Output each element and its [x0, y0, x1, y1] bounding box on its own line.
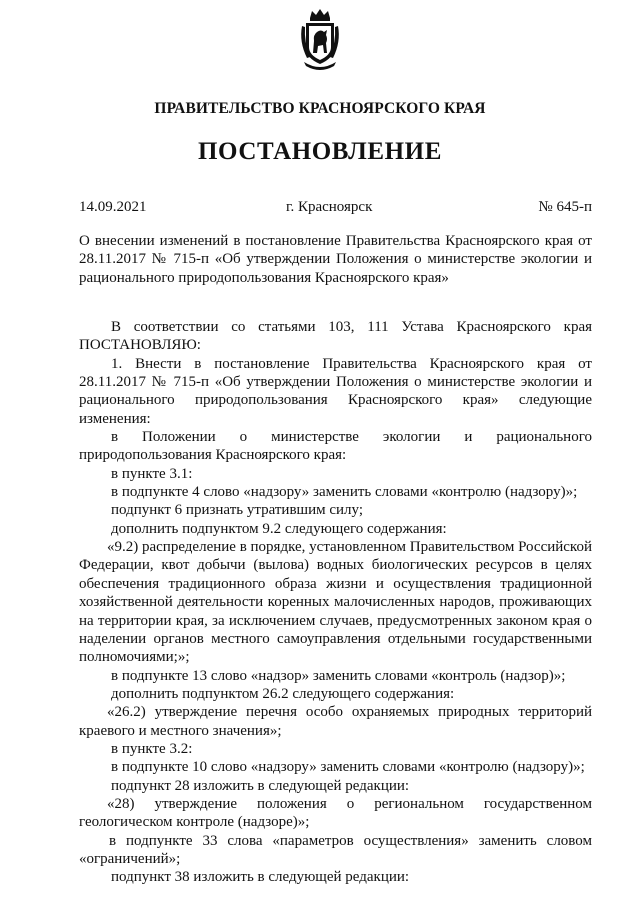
paragraph-3: в пункте 3.1:: [111, 465, 193, 482]
paragraph-12: в подпункте 10 слово «надзору» заменить словами «контролю (надзору)»;: [111, 759, 585, 776]
krasnoyarsk-coat-of-arms-icon: [298, 8, 342, 72]
paragraph-14: «28) утверждение положения о региональном государственном геологическом контроле (надзоре)»;: [79, 795, 592, 831]
paragraph-15: в подпункте 33 слова «параметров осуществления» заменить словом «ограничений»;: [79, 832, 592, 867]
paragraph-13: подпункт 28 изложить в следующей редакции:: [111, 777, 410, 794]
government-name: ПРАВИТЕЛЬСТВО КРАСНОЯРСКОГО КРАЯ: [154, 100, 486, 117]
paragraph-16: подпункт 38 изложить в следующей редакции:: [111, 869, 410, 886]
paragraph-11: в пункте 3.2:: [111, 740, 193, 757]
document-type: ПОСТАНОВЛЕНИЕ: [197, 138, 443, 165]
paragraph-8: в подпункте 13 слово «надзор» заменить словами «контроль (надзор)»;: [111, 667, 566, 684]
document-body: [79, 318, 592, 887]
document-subject: О внесении изменений в постановление Правительства Красноярского края от 28.11.2017 № 715-п «Об утверждении Положения о министерстве экологии и рационального природопользования Красноярского края»: [79, 233, 592, 286]
paragraph-7: «9.2) распределение в порядке, установленном Правительством Российской Федерации, квот добычи (вылова) водных биологических ресурсов в целях обеспечения традиционного образа жизни и осуществления традиционной хозяйственной деятельности коренных малочисленных народов, проживающих на территории края, за исключением случаев, предусмотренных законом края о наделении органов местного самоуправления отдельными государственными полномочиями;»;: [79, 539, 592, 666]
document-city: г. Красноярск: [286, 199, 373, 215]
paragraph-1: 1. Внести в постановление Правительства Красноярского края от 28.11.2017 № 715-п «Об утверждении Положения о министерстве экологии и рационального природопользования Красноярского края» следующие изменения:: [79, 355, 592, 427]
paragraph-10: «26.2) утверждение перечня особо охраняемых природных территорий краевого и местного значения»;: [79, 704, 592, 739]
paragraph-6: дополнить подпунктом 9.2 следующего содержания:: [111, 520, 447, 537]
paragraph-2: в Положении о министерстве экологии и рационального природопользования Красноярского края:: [79, 429, 592, 464]
preamble: В соответствии со статьями 103, 111 Устава Красноярского края ПОСТАНОВЛЯЮ:: [79, 319, 592, 354]
paragraph-9: дополнить подпунктом 26.2 следующего содержания:: [111, 685, 455, 702]
document-date: 14.09.2021: [79, 199, 147, 215]
paragraph-4: в подпункте 4 слово «надзору» заменить словами «контролю (надзору)»;: [111, 484, 578, 501]
paragraph-5: подпункт 6 признать утратившим силу;: [111, 502, 363, 519]
document-number: № 645-п: [538, 199, 592, 215]
